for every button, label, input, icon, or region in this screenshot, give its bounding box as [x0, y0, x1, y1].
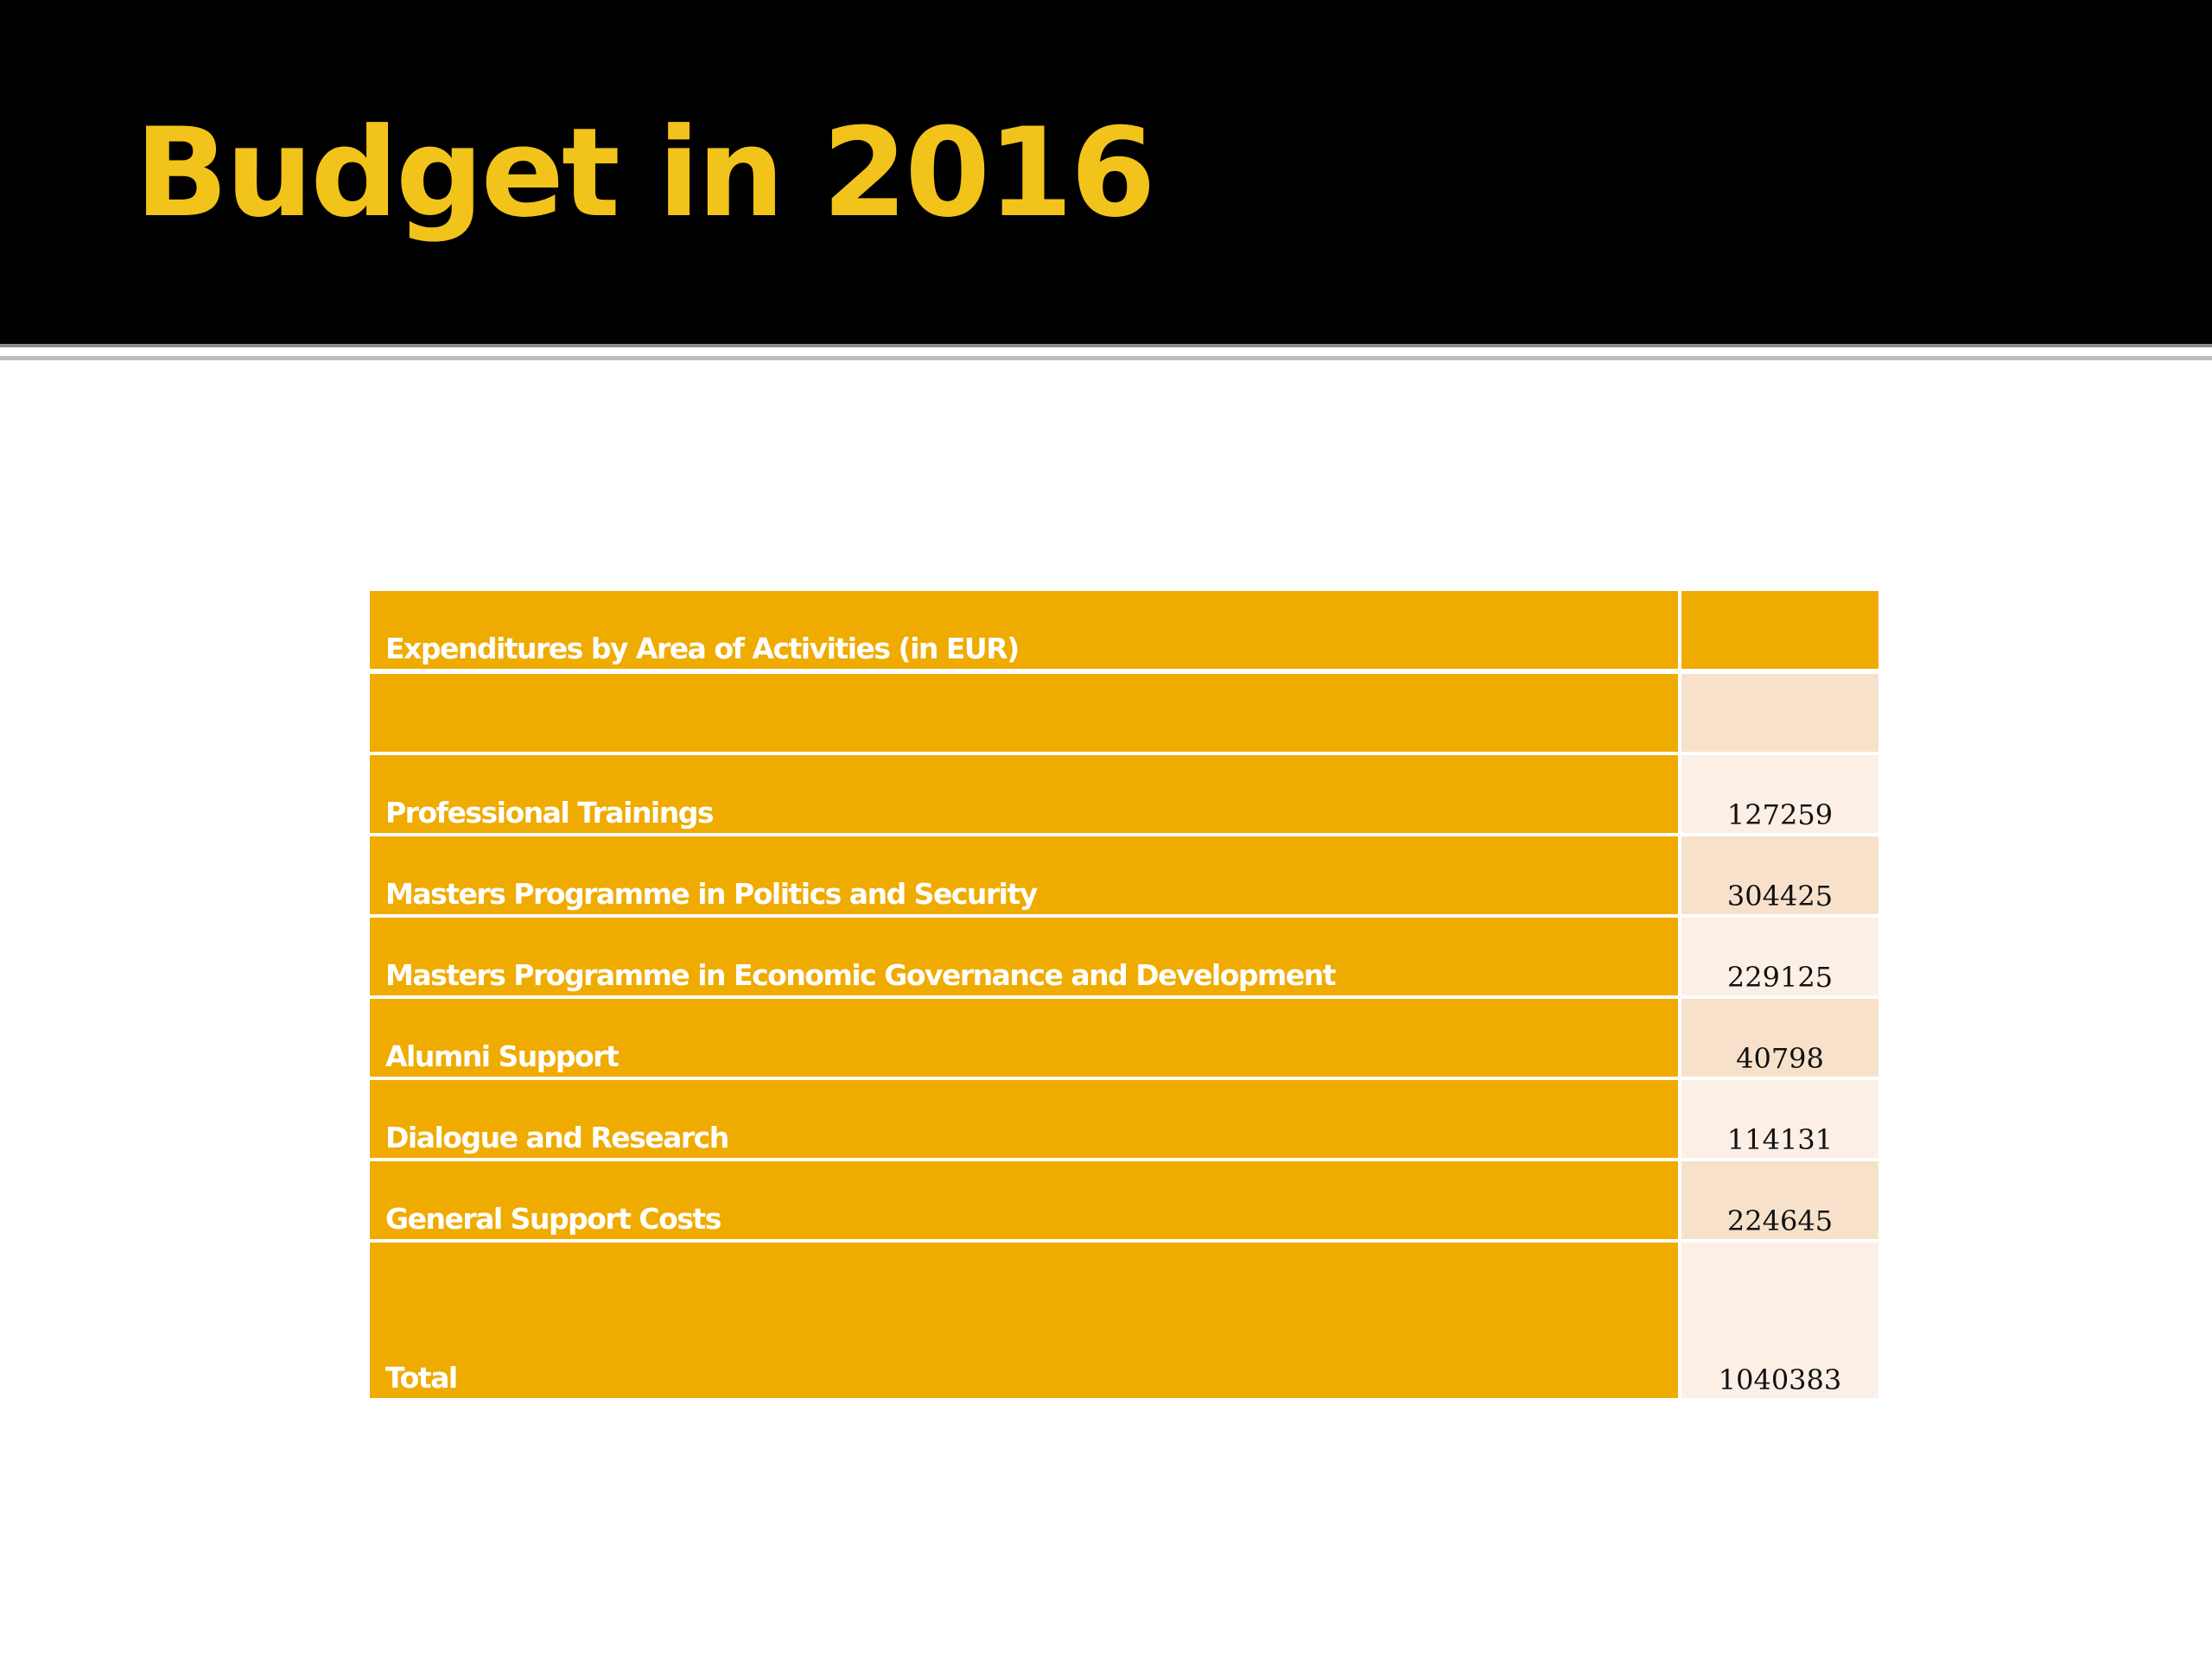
table-row	[370, 999, 1878, 1080]
row-value	[1681, 674, 1878, 755]
row-value: 224645	[1681, 1161, 1878, 1243]
table-total-row	[370, 1243, 1878, 1398]
row-label: Dialogue and Research	[370, 1080, 1681, 1161]
title-divider	[0, 344, 2212, 347]
row-label: Masters Programme in Politics and Security	[370, 836, 1681, 918]
table-row	[370, 674, 1878, 755]
row-label: General Support Costs	[370, 1161, 1681, 1243]
row-value: 304425	[1681, 836, 1878, 918]
slide-title: Budget in 2016	[135, 102, 1154, 245]
row-value: 229125	[1681, 918, 1878, 999]
title-divider-shadow	[0, 356, 2212, 360]
row-label: Professional Trainings	[370, 755, 1681, 836]
row-value: 40798	[1681, 999, 1878, 1080]
total-label: Total	[370, 1243, 1681, 1398]
table-row	[370, 836, 1878, 918]
table-header-label: Expenditures by Area of Activities (in EUR)	[370, 591, 1681, 674]
row-value: 114131	[1681, 1080, 1878, 1161]
table-row	[370, 1080, 1878, 1161]
row-label: Alumni Support	[370, 999, 1681, 1080]
table-header-value	[1681, 591, 1878, 674]
budget-table	[370, 591, 1878, 1398]
table-row	[370, 918, 1878, 999]
table-row	[370, 1161, 1878, 1243]
row-label: Masters Programme in Economic Governance and Development	[370, 918, 1681, 999]
row-label	[370, 674, 1681, 755]
total-value: 1040383	[1681, 1243, 1878, 1398]
row-value: 127259	[1681, 755, 1878, 836]
table-row	[370, 755, 1878, 836]
table-header-row	[370, 591, 1878, 674]
